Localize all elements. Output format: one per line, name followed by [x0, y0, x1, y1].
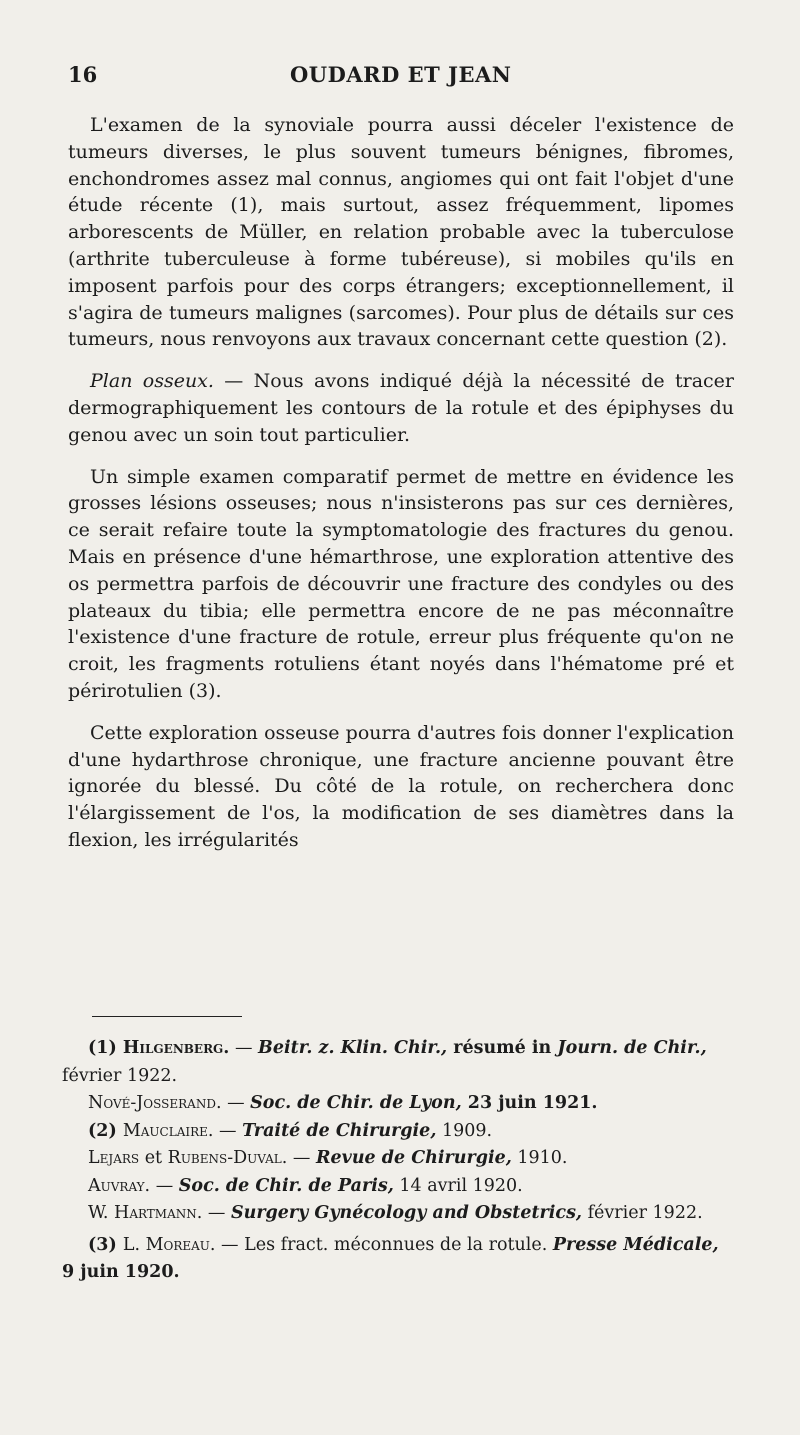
- footnote-author: W. Hartmann.: [88, 1203, 203, 1223]
- paragraph-plan-osseux-text: — Nous avons indiqué déjà la nécessité de tracer dermographiquement les contours de la rotule et des épiphyses du genou avec un soin tout particulier.: [68, 370, 735, 446]
- footnote-2b: [62, 1145, 734, 1173]
- paragraph-bone-exploration: Cette exploration osseuse pourra d'autres fois donner l'explication d'une hydarthrose chronique, une fracture ancienne pouvant être ignorée du blessé. Du côté de la rotule, on recherchera donc l'élargissement de l'os, la modification de ses diamètres dans la flexion, les irrégularités: [68, 721, 734, 851]
- footnote-date: 9 juin 1920.: [62, 1262, 180, 1282]
- footnote-mark: (2): [88, 1120, 123, 1141]
- footnote-date: 23 juin 1921.: [461, 1093, 598, 1113]
- footnote-3: [62, 1232, 734, 1287]
- footnote-author: Lejars: [88, 1148, 140, 1168]
- paragraph-plan-osseux: [68, 368, 734, 448]
- footnote-2: [62, 1118, 734, 1146]
- footnote-text: résumé in: [447, 1038, 558, 1058]
- footnote-dash: —: [150, 1175, 179, 1196]
- footnotes: [62, 1035, 734, 1287]
- body-text: [68, 112, 734, 854]
- footnote-source: Soc. de Chir. de Lyon,: [250, 1093, 462, 1113]
- footnote-author: Nové-Josserand.: [88, 1093, 222, 1113]
- footnote-date: 14 avril 1920.: [393, 1175, 523, 1196]
- footnote-source: Journ. de Chir.,: [557, 1038, 707, 1058]
- footnote-source: Soc. de Chir. de Paris,: [178, 1175, 394, 1196]
- footnote-source: Revue de Chirurgie,: [315, 1148, 512, 1168]
- footnote-author: Rubens-Duval.: [167, 1148, 288, 1168]
- footnote-date: 1909.: [436, 1120, 493, 1141]
- section-heading-plan-osseux: Plan osseux.: [90, 370, 214, 393]
- footnote-2d: [62, 1200, 734, 1228]
- running-header: [68, 62, 734, 92]
- footnote-author: L. Moreau.: [122, 1234, 216, 1255]
- footnote-dash: —: [215, 1234, 245, 1255]
- footnote-author: Auvray.: [88, 1175, 151, 1196]
- footnote-1: [62, 1035, 734, 1090]
- footnote-1b: [62, 1090, 734, 1118]
- footnote-source: Traité de Chirurgie,: [242, 1120, 437, 1141]
- footnote-separator: [92, 1016, 242, 1017]
- footnote-source: Surgery Gynécology and Obstetrics,: [230, 1203, 583, 1223]
- footnote-mark: (3): [88, 1234, 123, 1255]
- footnote-dash: —: [229, 1038, 259, 1058]
- paragraph-bone-lesions: Un simple examen comparatif permet de mettre en évidence les grosses lésions osseuses; nous n'insisterons pas sur ces dernières, ce serait refaire toute la symptomatologie des fractures du genou. Mais en présence d'une hémarthrose, une exploration attentive des os permettra parfois de découvrir une fracture des condyles ou des plateaux du tibia; elle permettra encore de ne pas méconnaître l'existence d'une fracture de rotule, erreur plus fréquente qu'on ne croit, les fragments rotuliens étant noyés dans l'hématome pré et périrotulien (3).: [68, 465, 734, 702]
- footnote-mark: (1): [88, 1038, 123, 1058]
- footnote-source: Presse Médicale,: [552, 1234, 719, 1255]
- running-title: OUDARD ET JEAN: [290, 62, 512, 87]
- footnote-2c: [62, 1173, 734, 1201]
- page-number: 16: [68, 62, 98, 87]
- footnote-date: février 1922.: [582, 1203, 703, 1223]
- footnote-author: Mauclaire.: [122, 1120, 214, 1141]
- footnote-date: février 1922.: [62, 1065, 178, 1086]
- footnote-date: 1910.: [511, 1148, 568, 1168]
- footnote-source: Beitr. z. Klin. Chir.,: [258, 1038, 448, 1058]
- footnote-text: et: [139, 1148, 168, 1168]
- footnote-dash: —: [287, 1148, 316, 1168]
- footnote-author: Hilgenberg.: [122, 1038, 230, 1058]
- footnote-dash: —: [221, 1093, 251, 1113]
- paragraph-synovial-tumors: L'examen de la synoviale pourra aussi déceler l'existence de tumeurs diverses, le plus souvent tumeurs bénignes, fibromes, enchondromes assez mal connus, angiomes qui ont fait l'objet d'une étude récente (1), mais surtout, assez fréquemment, lipomes arborescents de Müller, en relation probable avec la tuberculose (arthrite tuberculeuse à forme tubéreuse), si mobiles qu'ils en imposent parfois pour des corps étrangers; exceptionnellement, il s'agira de tumeurs malignes (sarcomes). Pour plus de détails sur ces tumeurs, nous renvoyons aux travaux concernant cette question (2).: [68, 114, 734, 351]
- footnote-text: Les fract. méconnues de la rotule.: [244, 1234, 553, 1255]
- footnote-dash: —: [202, 1203, 231, 1223]
- footnote-dash: —: [213, 1120, 243, 1141]
